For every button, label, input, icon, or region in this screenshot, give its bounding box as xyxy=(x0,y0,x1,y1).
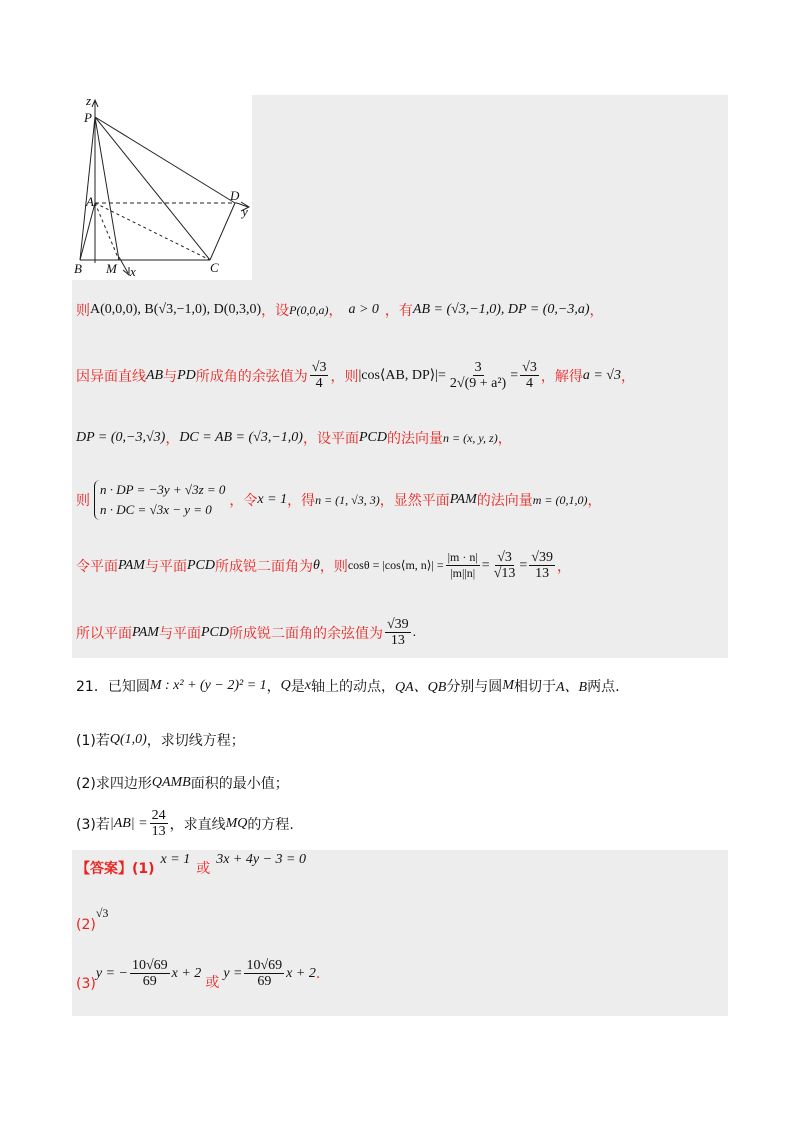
question-21-stem: 21．已知圆 M : x² + (y − 2)² = 1 ， Q 是 x 轴上的动点， QA、QB 分别与圆 M 相切于 A、B 两点. xyxy=(76,678,620,695)
math-point-P: P(0,0,a) xyxy=(289,302,329,317)
label-x: x xyxy=(130,264,136,279)
solution-line-5: 令平面 PAM 与平面 PCD 所成锐二面角为 θ ，则 cosθ = |cos⟨m, n⟩| = $\frac{|m \cdot n|}{|m||n|}$ = $\frac{√3}{√13}$ = $\frac{√39}{13}$ ， xyxy=(76,550,571,581)
pyramid-diagram xyxy=(72,95,252,280)
solution-line-1: 则 A(0,0,0), B(√3,−1,0), D(0,3,0) ，设 P(0,0,a) ， a > 0 ，有 AB = (√3,−1,0), DP = (0,−3,a) ， xyxy=(76,302,604,319)
fraction: $\frac{√39}{13}$ xyxy=(386,617,409,648)
label-P: P xyxy=(84,110,92,125)
answer-part-1: 【答案】(1) x = 1 或 3x + 4y − 3 = 0 xyxy=(76,852,306,877)
answer-part-2: (2) √3 xyxy=(76,905,109,933)
label-B: B xyxy=(74,261,82,276)
geometry-figure xyxy=(72,95,252,280)
solution-line-6: 所以平面 PAM 与平面 PCD 所成锐二面角的余弦值为 $\frac{√39}{13}$ . xyxy=(76,617,417,648)
math-vectors: AB = (√3,−1,0), DP = (0,−3,a) xyxy=(412,302,590,317)
question-21-part-3: (3)若 |AB| = $\frac{24}{13}$ ，求直线 MQ 的方程. xyxy=(76,808,294,839)
fraction: $\frac{|m \cdot n|}{|m||n|}$ xyxy=(447,550,478,580)
fraction: $\frac{√3}{4}$ xyxy=(311,360,327,391)
fraction: $\frac{24}{13}$ xyxy=(151,808,166,839)
fraction: $\frac{10√69}{69}$ xyxy=(246,958,283,989)
label-D: D xyxy=(230,188,240,203)
equation-system: n · DP = −3y + √3z = 0 n · DC = √3x − y = 0 xyxy=(94,480,225,520)
fraction: $\frac{3}{\text{2√(9 + a²)}}$ xyxy=(449,360,507,391)
question-21-part-2: (2)求四边形 QAMB 面积的最小值； xyxy=(76,775,289,792)
fraction: $\frac{10√69}{69}$ xyxy=(131,958,168,989)
label-M: M xyxy=(106,261,117,276)
fraction: $\frac{√3}{4}$ xyxy=(522,360,537,391)
solution-line-4: 则 n · DP = −3y + √3z = 0 n · DC = √3x − y = 0 ，令 x = 1 ，得 n = (1, √3, 3) ，显然平面 PAM 的法向量 m = (0,1,0) ， xyxy=(76,480,602,520)
question-21-part-1: (1)若 Q(1,0) ，求切线方程； xyxy=(76,732,245,749)
label-z: z xyxy=(86,95,92,108)
label-y: y xyxy=(242,204,248,219)
fraction: $\frac{√39}{13}$ xyxy=(531,550,553,581)
math-coordinates: A(0,0,0), B(√3,−1,0), D(0,3,0) xyxy=(90,302,262,317)
answer-part-3: (3) y = − $\frac{10√69}{69}$ x + 2 或 y = $\frac{10√69}{69}$ x + 2 . xyxy=(76,958,321,992)
fraction: $\frac{√3}{√13}$ xyxy=(493,550,516,581)
solution-line-3: DP = (0,−3,√3) ， DC = AB = (√3,−1,0) ，设平面 PCD 的法向量 n = (x, y, z) ， xyxy=(76,430,512,447)
solution-line-2: 因异面直线 AB 与 PD 所成角的余弦值为 $\frac{√3}{4}$ ，则 |cos⟨AB, DP⟩|= $\frac{3}{\text{2√(9 + a²)}}$ = $\frac{√3}{4}$ ，解得 a = √3 ， xyxy=(76,360,635,391)
label-C: C xyxy=(210,260,219,275)
label-A: A xyxy=(86,194,94,209)
